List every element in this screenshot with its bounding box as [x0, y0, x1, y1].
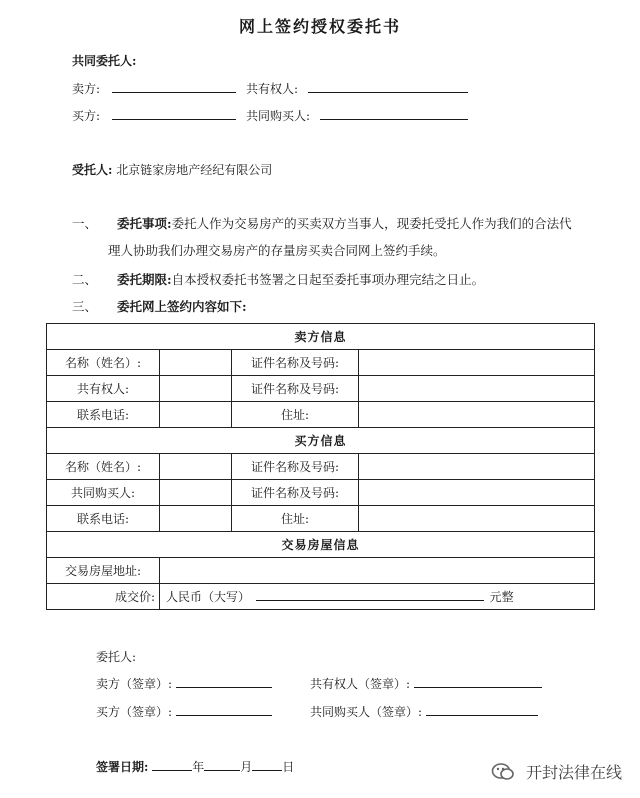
co-buyer-label: 共同购买人:: [246, 109, 311, 123]
sign-date-label: 签署日期:: [96, 760, 149, 774]
co-buyer-blank[interactable]: [320, 107, 468, 120]
table-row: [47, 584, 595, 610]
buyer-co-buyer-id-cell[interactable]: [359, 480, 595, 506]
price-suffix: 元整: [489, 590, 514, 604]
table-row: [47, 480, 595, 506]
item-2-text: 自本授权委托书签署之日起至委托事项办理完结之日止。: [171, 272, 485, 287]
month-blank[interactable]: [204, 758, 240, 771]
item-2-title: 委托期限:: [116, 272, 172, 287]
seller-address-cell[interactable]: [359, 402, 595, 428]
seller-label: 卖方:: [72, 82, 101, 96]
price-blank[interactable]: [256, 588, 484, 601]
seller-sign-blank[interactable]: [176, 675, 272, 688]
buyer-label: 买方:: [72, 109, 101, 123]
sign-date-field: [96, 758, 294, 775]
buyer-sign-blank[interactable]: [176, 703, 272, 716]
item-1-title: 委托事项:: [116, 216, 172, 231]
principals-heading: 共同委托人:: [72, 54, 137, 68]
item-2: [72, 270, 484, 288]
price-label: 成交价:: [47, 584, 160, 610]
year-blank[interactable]: [152, 758, 192, 771]
item-1-text-line1: 委托人作为交易房产的买卖双方当事人，现委托受托人作为我们的合法代: [171, 216, 572, 231]
seller-id-label: 证件名称及号码:: [232, 350, 359, 376]
seller-sign-label: 卖方（签章）:: [96, 677, 173, 691]
table-row: [47, 350, 595, 376]
watermark: [491, 760, 622, 786]
co-owner-sign-field: [310, 675, 542, 692]
price-cell[interactable]: [160, 584, 595, 610]
buyer-co-buyer-label: 共同购买人:: [47, 480, 160, 506]
co-owner-blank[interactable]: [308, 80, 468, 93]
co-buyer-sign-blank[interactable]: [426, 703, 538, 716]
co-buyer-sign-label: 共同购买人（签章）:: [310, 705, 423, 719]
price-prefix: 人民币（大写）: [166, 590, 251, 604]
table-row: [47, 324, 595, 350]
buyer-id-label: 证件名称及号码:: [232, 454, 359, 480]
property-section-header: 交易房屋信息: [47, 532, 595, 558]
seller-name-label: 名称（姓名）:: [47, 350, 160, 376]
item-1-number: 一、: [72, 216, 98, 231]
buyer-section-header: 买方信息: [47, 428, 595, 454]
buyer-address-cell[interactable]: [359, 506, 595, 532]
item-3-title: 委托网上签约内容如下:: [116, 299, 247, 314]
co-owner-sign-blank[interactable]: [414, 675, 542, 688]
month-label: 月: [240, 760, 253, 774]
info-table: [46, 323, 595, 610]
item-2-number: 二、: [72, 272, 98, 287]
co-buyer-sign-field: [310, 703, 538, 720]
property-address-cell[interactable]: [160, 558, 595, 584]
watermark-text: 开封法律在线: [525, 763, 622, 782]
table-row: [47, 402, 595, 428]
seller-address-label: 住址:: [232, 402, 359, 428]
property-address-label: 交易房屋地址:: [47, 558, 160, 584]
table-row: [47, 558, 595, 584]
co-owner-sign-label: 共有权人（签章）:: [310, 677, 411, 691]
co-owner-field: [246, 80, 468, 97]
item-3: [72, 297, 247, 315]
wechat-bubble-icon: [491, 762, 515, 786]
buyer-address-label: 住址:: [232, 506, 359, 532]
item-3-number: 三、: [72, 299, 98, 314]
buyer-name-cell[interactable]: [160, 454, 232, 480]
buyer-co-buyer-cell[interactable]: [160, 480, 232, 506]
seller-field: [72, 80, 236, 97]
buyer-phone-label: 联系电话:: [47, 506, 160, 532]
seller-phone-cell[interactable]: [160, 402, 232, 428]
agent-line: [72, 161, 272, 178]
day-label: 日: [282, 760, 295, 774]
agent-label: 受托人:: [72, 163, 113, 177]
seller-section-header: 卖方信息: [47, 324, 595, 350]
table-row: [47, 454, 595, 480]
buyer-sign-field: [96, 703, 272, 720]
buyer-id-cell[interactable]: [359, 454, 595, 480]
table-row: [47, 532, 595, 558]
buyer-phone-cell[interactable]: [160, 506, 232, 532]
seller-blank[interactable]: [112, 80, 236, 93]
seller-id-cell[interactable]: [359, 350, 595, 376]
principal-label: 委托人:: [96, 650, 137, 664]
year-label: 年: [192, 760, 205, 774]
item-1: [72, 214, 572, 232]
table-row: [47, 506, 595, 532]
day-blank[interactable]: [252, 758, 282, 771]
item-1-text-line2: 理人协助我们办理交易房产的存量房买卖合同网上签约手续。: [108, 243, 446, 258]
document-title: 网上签约授权委托书: [238, 17, 401, 36]
agent-name: 北京链家房地产经纪有限公司: [116, 163, 273, 177]
buyer-blank[interactable]: [112, 107, 236, 120]
seller-sign-field: [96, 675, 272, 692]
seller-co-owner-label: 共有权人:: [47, 376, 160, 402]
co-owner-label: 共有权人:: [246, 82, 299, 96]
co-buyer-field: [246, 107, 468, 124]
buyer-field: [72, 107, 236, 124]
buyer-co-buyer-id-label: 证件名称及号码:: [232, 480, 359, 506]
seller-co-owner-id-cell[interactable]: [359, 376, 595, 402]
buyer-sign-label: 买方（签章）:: [96, 705, 173, 719]
seller-name-cell[interactable]: [160, 350, 232, 376]
seller-co-owner-cell[interactable]: [160, 376, 232, 402]
seller-phone-label: 联系电话:: [47, 402, 160, 428]
table-row: [47, 428, 595, 454]
buyer-name-label: 名称（姓名）:: [47, 454, 160, 480]
table-row: [47, 376, 595, 402]
seller-co-owner-id-label: 证件名称及号码:: [232, 376, 359, 402]
